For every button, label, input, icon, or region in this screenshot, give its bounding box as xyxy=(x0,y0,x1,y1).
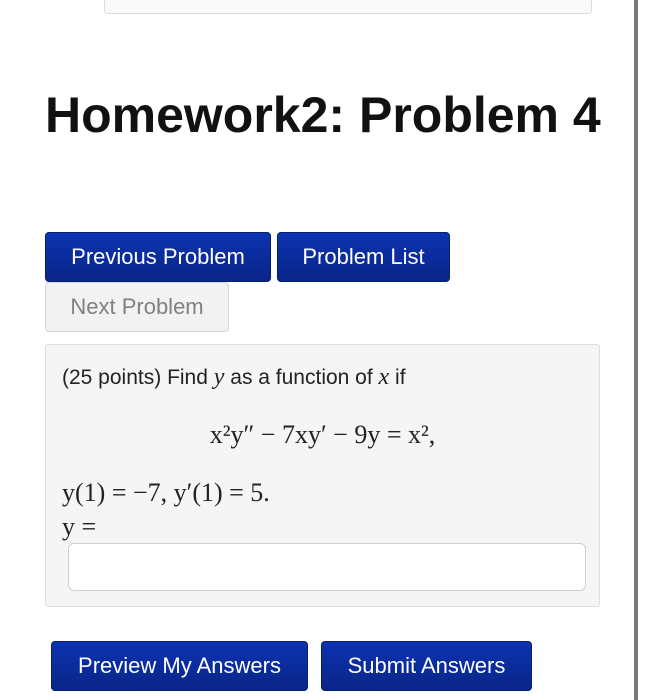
page-title: Homework2: Problem 4 xyxy=(45,87,601,143)
previous-panel-edge xyxy=(104,0,592,14)
window-edge-divider xyxy=(634,0,638,700)
prompt-variable-x: x xyxy=(378,364,390,390)
next-problem-button: Next Problem xyxy=(45,282,229,332)
preview-answers-button[interactable]: Preview My Answers xyxy=(51,641,308,691)
previous-problem-button[interactable]: Previous Problem xyxy=(45,232,271,282)
problem-panel xyxy=(45,344,600,607)
prompt-variable-y: y xyxy=(213,364,225,390)
submit-answers-button[interactable]: Submit Answers xyxy=(321,641,532,691)
answer-input[interactable] xyxy=(68,543,586,591)
prompt-find-text: Find xyxy=(167,366,208,389)
initial-conditions: y(1) = −7, y′(1) = 5. xyxy=(62,478,270,507)
problem-prompt xyxy=(62,363,406,392)
prompt-end-text: if xyxy=(395,366,406,389)
differential-equation: x²y″ − 7xy′ − 9y = x², xyxy=(209,420,436,449)
problem-list-button[interactable]: Problem List xyxy=(277,232,450,282)
answer-label: y = xyxy=(62,512,97,541)
points-label: (25 points) xyxy=(62,366,162,389)
prompt-middle-text: as a function of xyxy=(230,366,373,389)
